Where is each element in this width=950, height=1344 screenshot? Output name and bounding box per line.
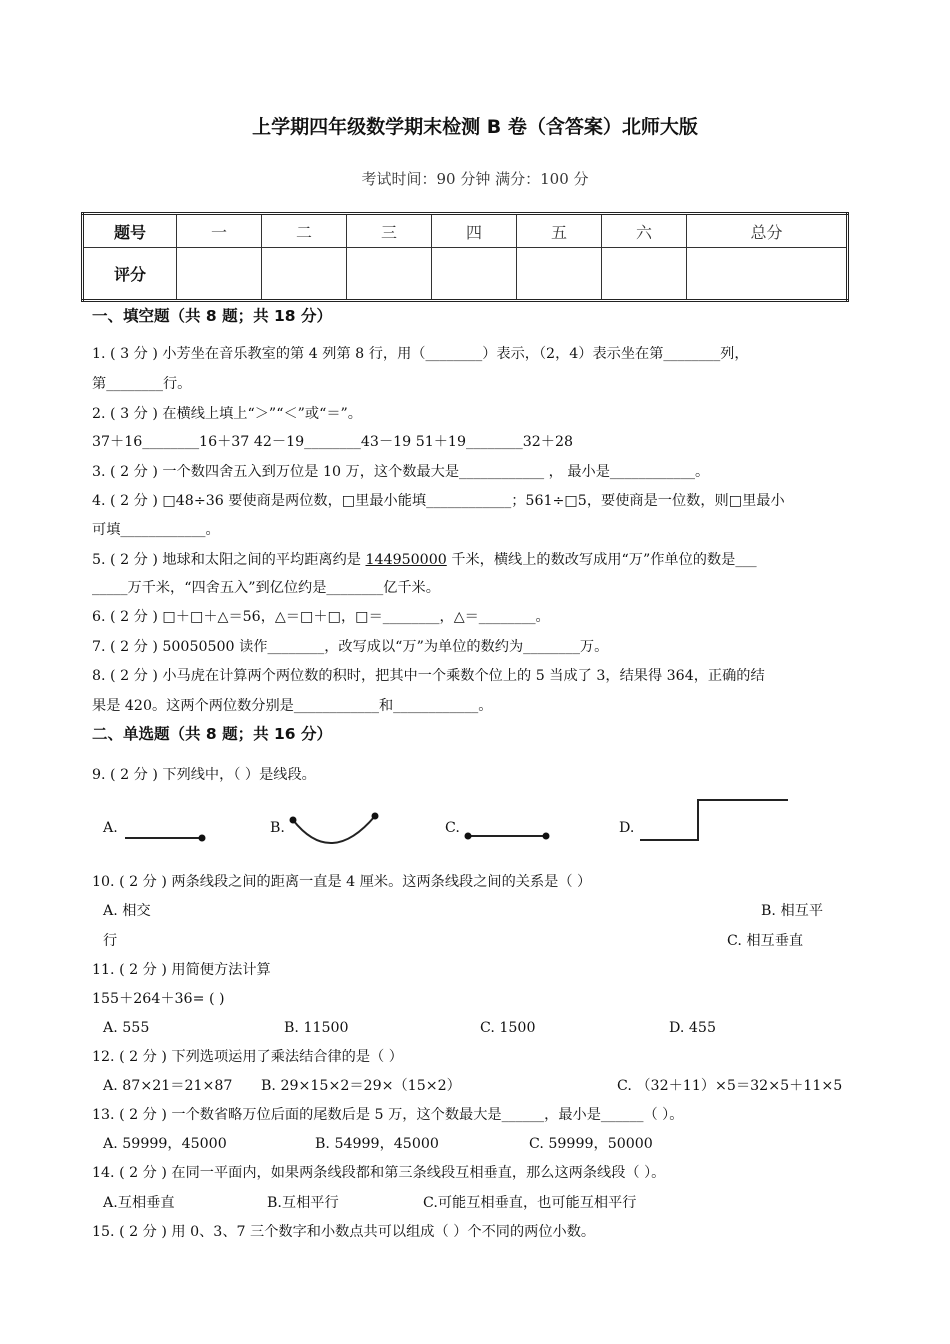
score-cell [517,248,602,301]
option-label: A. [103,820,118,836]
option-d: D. 455 [669,1020,716,1036]
underlined-number: 144950000 [365,552,447,568]
question-text: 15. ( 2 分 ) 用 0、3、7 三个数字和小数点共可以组成（ ）个不同的两位小数。 [92,1224,596,1240]
question-text: 可填____________。 [92,522,220,538]
option-c: C. 相互垂直 [727,933,804,949]
question-text: _____万千米，“四舍五入”到亿位约是________亿千米。 [92,580,440,596]
question-text: 第________行。 [92,376,192,392]
score-table [81,212,849,302]
option-c: C.可能互相垂直，也可能互相平行 [423,1195,637,1211]
option-label: D. [619,820,635,836]
question-text: 1. ( 3 分 ) 小芳坐在音乐教室的第 4 列第 8 行，用（________）表示，（2，4）表示坐在第________列， [92,346,749,362]
option-label: B. [270,820,285,836]
score-header-cell: 五 [517,214,602,248]
option-c-figure [462,826,552,846]
question-text: 果是 420。这两个两位数分别是____________和____________。 [92,698,493,714]
option-b: B. 11500 [284,1020,349,1036]
score-cell [602,248,687,301]
option-c: C. （32＋11）×5＝32×5＋11×5 [617,1078,843,1094]
option-a: A. 相交 [103,903,151,919]
score-cell [177,248,262,301]
question-text: 2. ( 3 分 ) 在横线上填上“＞”“＜”或“＝”。 [92,406,362,422]
score-cell [687,248,848,301]
score-table-score-row [83,248,848,301]
question-text: 9. ( 2 分 ) 下列线中，（ ）是线段。 [92,767,316,783]
question-text: 14. ( 2 分 ) 在同一平面内，如果两条线段都和第三条线段互相垂直，那么这两条线段（ ）。 [92,1165,666,1181]
page-title: 上学期四年级数学期末检测 B 卷（含答案）北师大版 [252,116,698,138]
score-header-cell: 三 [347,214,432,248]
option-b: B. 29×15×2＝29×（15×2） [261,1078,461,1094]
option-b-figure [285,806,385,854]
question-text-part: 5. ( 2 分 ) 地球和太阳之间的平均距离约是 [92,552,366,568]
option-a: A. 59999，45000 [103,1136,227,1152]
option-b: B. 相互平 [761,903,824,919]
score-header-cell: 题号 [83,214,177,248]
option-b-continued: 行 [103,933,118,949]
score-table-header-row [83,214,848,248]
question-text: 7. ( 2 分 ) 50050500 读作________，改写成以“万”为单位的数约为________万。 [92,639,609,655]
score-row-label: 评分 [83,248,177,301]
option-a-figure [120,828,210,848]
question-text: 12. ( 2 分 ) 下列选项运用了乘法结合律的是（ ） [92,1049,403,1065]
option-a: A.互相垂直 [103,1195,175,1211]
question-text-part: 千米，横线上的数改写成用“万”作单位的数是___ [446,552,757,568]
score-header-cell: 四 [432,214,517,248]
score-header-cell: 总分 [687,214,848,248]
score-cell [262,248,347,301]
question-text: 4. ( 2 分 ) □48÷36 要使商是两位数，□里最小能填____________；561÷□5，要使商是一位数，则□里最小 [92,493,785,509]
section-title: 二、单选题（共 8 题；共 16 分） [92,725,332,743]
score-header-cell: 二 [262,214,347,248]
option-a: A. 87×21＝21×87 [103,1078,233,1094]
score-header-cell: 六 [602,214,687,248]
score-cell [432,248,517,301]
question-text [92,550,757,570]
option-c: C. 1500 [480,1020,536,1036]
score-cell [347,248,432,301]
question-text: 37＋16________16＋37 42－19________43－19 51＋19________32＋28 [92,434,574,450]
score-header-cell: 一 [177,214,262,248]
option-label: C. [445,820,460,836]
option-d-figure [636,794,796,846]
option-a: A. 555 [103,1020,150,1036]
question-text: 13. ( 2 分 ) 一个数省略万位后面的尾数后是 5 万，这个数最大是______，最小是______（ ）。 [92,1107,684,1123]
question-text: 11. ( 2 分 ) 用简便方法计算 [92,962,271,978]
section-title: 一、填空题（共 8 题；共 18 分） [92,307,332,325]
question-text: 8. ( 2 分 ) 小马虎在计算两个两位数的积时，把其中一个乘数个位上的 5 当成了 3，结果得 364，正确的结 [92,668,765,684]
exam-info: 考试时间：90 分钟 满分：100 分 [361,170,589,188]
expression: 155＋264＋36= ( ) [92,991,225,1007]
option-b: B.互相平行 [267,1195,339,1211]
question-text: 10. ( 2 分 ) 两条线段之间的距离一直是 4 厘米。这两条线段之间的关系是（ ） [92,874,592,890]
option-c: C. 59999，50000 [529,1136,653,1152]
option-b: B. 54999，45000 [315,1136,439,1152]
question-text: 3. ( 2 分 ) 一个数四舍五入到万位是 10 万，这个数最大是____________ ， 最小是____________。 [92,464,710,480]
question-text: 6. ( 2 分 ) □＋□＋△＝56，△＝□＋□，□＝________，△＝________。 [92,609,550,625]
